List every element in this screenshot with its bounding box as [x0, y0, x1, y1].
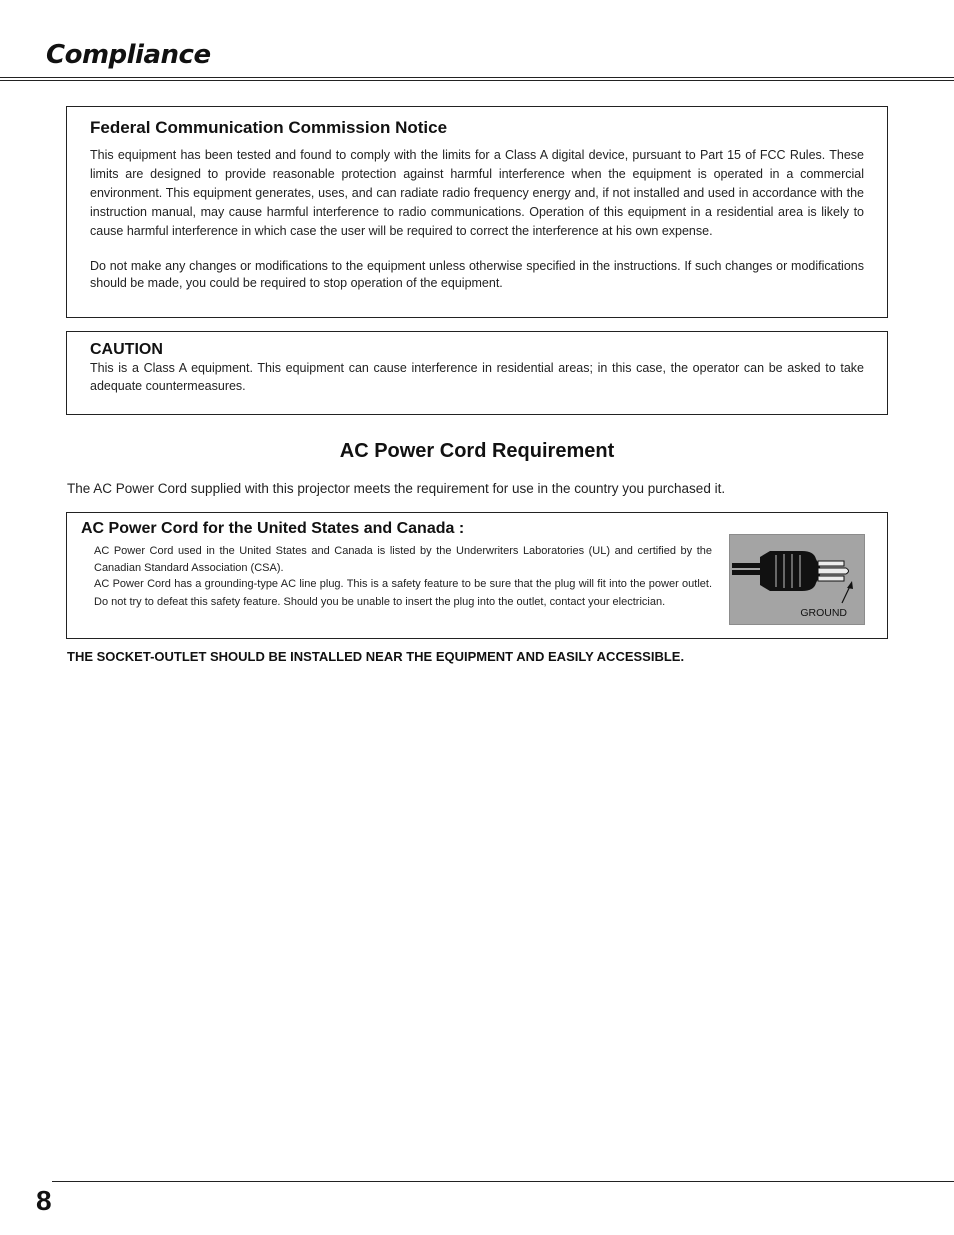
socket-outlet-note: THE SOCKET-OUTLET SHOULD BE INSTALLED NEAR THE EQUIPMENT AND EASILY ACCESSIBLE. [67, 649, 685, 664]
page-title: Compliance [46, 40, 211, 70]
ac-power-cord-box [66, 512, 888, 639]
fcc-notice-paragraph-2: Do not make any changes or modifications to the equipment unless otherwise specified in the instructions. If such changes or modifications should be made, you could be required to stop operation of the equipment. [90, 259, 864, 291]
footer-rule [52, 1181, 954, 1182]
caution-box [66, 331, 888, 415]
fcc-notice-box [66, 106, 888, 318]
ac-power-cord-heading: AC Power Cord for the United States and Canada : [81, 520, 465, 537]
fcc-notice-paragraph-1: This equipment has been tested and found to comply with the limits for a Class A digital device, pursuant to Part 15 of FCC Rules. These limits are designed to provide reasonable protection against harmful interference when the equipment is operated in a commercial environment. This equipment generates, uses, and can radiate radio frequency energy and, if not installed and used in accordance with the instruction manual, may cause harmful interference to radio communications. Operation of this equipment in a residential area is likely to cause harmful interference in which case the user will be required to correct the interference at his own expense. [90, 148, 864, 238]
ac-power-cord-paragraph-2: AC Power Cord has a grounding-type AC line plug. This is a safety feature to be sure that the plug will fit into the power outlet. Do not try to defeat this safety feature. Should you be unable to insert the plug into the outlet, contact your electrician. [94, 578, 712, 608]
caution-heading: CAUTION [90, 341, 163, 358]
header-rule-top [0, 77, 954, 78]
page-number: 8 [36, 1185, 52, 1216]
header-rule-bottom [0, 80, 954, 81]
ac-power-intro: The AC Power Cord supplied with this projector meets the requirement for use in the country you purchased it. [67, 481, 726, 496]
fcc-notice-heading: Federal Communication Commission Notice [90, 118, 448, 137]
ac-power-cord-paragraph-1: AC Power Cord used in the United States and Canada is listed by the Underwriters Laboratories (UL) and certified by the Canadian Standard Association (CSA). [94, 545, 712, 574]
plug-figure [729, 534, 865, 625]
caution-text: This is a Class A equipment. This equipment can cause interference in residential areas; in this case, the operator can be asked to take adequate countermeasures. [90, 361, 864, 393]
ground-label: GROUND [800, 607, 847, 619]
ac-power-section-title: AC Power Cord Requirement [339, 440, 615, 462]
